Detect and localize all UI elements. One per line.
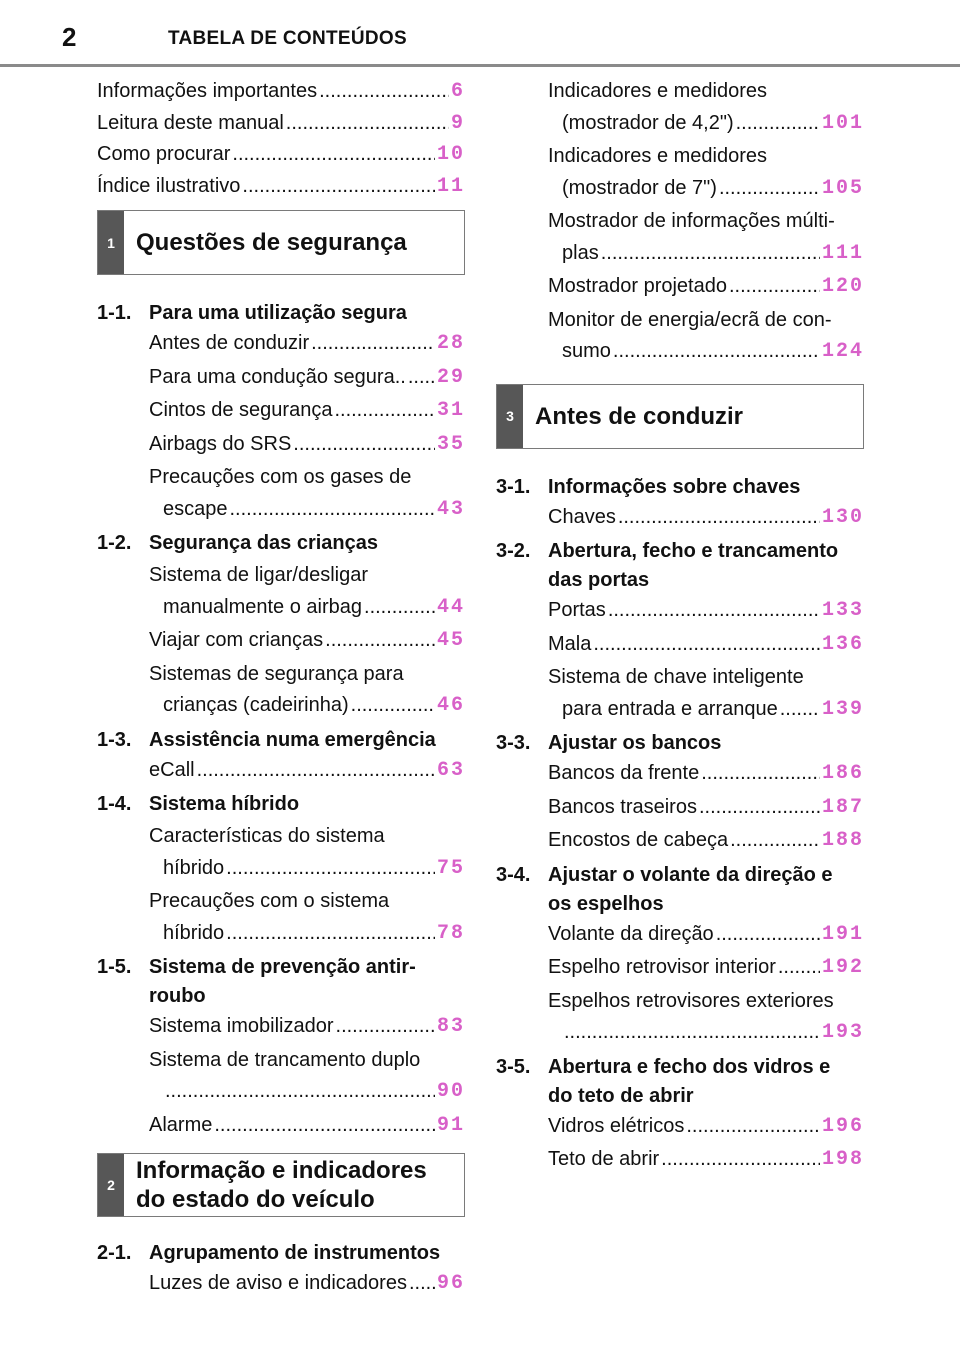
chapter-heading[interactable] (496, 537, 864, 595)
chapter-title (548, 1053, 864, 1111)
toc-entry-label-line[interactable]: Indicadores e medidores (548, 145, 768, 167)
toc-entry-page: 124 (821, 340, 864, 363)
toc-entry-page: 139 (821, 697, 864, 721)
toc-entry-page: 11 (436, 174, 465, 198)
toc-entry-page: 43 (436, 497, 465, 521)
chapter-title (149, 953, 465, 1011)
chapter-heading[interactable] (496, 473, 864, 502)
leader-dots (716, 919, 820, 951)
leader-dots (409, 1268, 435, 1300)
toc-entry-label: Luzes de aviso e indicadores (149, 1272, 407, 1294)
toc-entry[interactable] (496, 1017, 864, 1049)
chapter-title: Ajustar os bancos (548, 732, 722, 754)
leader-dots (351, 690, 435, 722)
toc-entry[interactable] (97, 1110, 465, 1142)
chapter-title-line: Abertura e fecho dos vidros e (548, 1055, 831, 1078)
toc-entry-label-line[interactable]: Monitor de energia/ecrã de con- (548, 308, 832, 331)
toc-entry[interactable] (496, 1144, 864, 1176)
toc-entry[interactable] (97, 1011, 465, 1043)
leader-dots (778, 952, 820, 984)
leader-dots (780, 694, 820, 726)
chapter-title: Agrupamento de instrumentos (149, 1242, 441, 1264)
toc-entry[interactable] (97, 395, 465, 427)
chapter-heading[interactable] (97, 726, 465, 755)
toc-entry[interactable] (97, 108, 465, 140)
toc-entry-page: 44 (436, 595, 465, 619)
section-number: 3 (497, 385, 523, 448)
toc-entry-label: Informações importantes (97, 80, 318, 102)
leader-dots (286, 108, 449, 140)
leader-dots (408, 362, 435, 394)
toc-entry-page: 96 (436, 1272, 465, 1295)
chapter-title-line: Sistema de prevenção antir- (149, 956, 416, 978)
toc-entry-label: Sistema imobilizador (149, 1015, 334, 1037)
chapter-heading[interactable] (496, 729, 864, 758)
toc-entry[interactable] (496, 595, 864, 627)
toc-entry-label: Portas (548, 599, 606, 621)
toc-entry-page: 10 (436, 143, 465, 166)
chapter-heading[interactable] (496, 861, 864, 919)
toc-entry-page: 111 (821, 241, 864, 265)
chapter-number: 1-5. (97, 956, 132, 978)
toc-entry-label-line[interactable]: Sistema de trancamento duplo (149, 1048, 421, 1071)
page-number: 2 (62, 22, 77, 52)
toc-entry[interactable] (97, 625, 465, 657)
section-number: 2 (98, 1154, 124, 1216)
toc-entry-page: 75 (436, 856, 465, 880)
leader-dots (226, 853, 435, 885)
toc-entry[interactable] (496, 792, 864, 824)
chapter-title-line: do teto de abrir (548, 1084, 694, 1107)
toc-entry-label-line[interactable]: Sistemas de segurança para (149, 662, 404, 685)
toc-entry[interactable] (496, 952, 864, 984)
leader-dots (325, 625, 435, 657)
leader-dots (686, 1111, 820, 1143)
section-title-line: do estado do veículo (136, 1186, 375, 1213)
toc-entry-label-line[interactable]: Precauções com o sistema (149, 890, 390, 912)
chapter-title: Sistema híbrido (149, 793, 300, 815)
chapter-heading[interactable] (97, 299, 465, 328)
toc-entry-label: (mostrador de 4,2") (562, 111, 734, 134)
section-title-line: Informação e indicadores (136, 1157, 427, 1184)
chapter-title: Assistência numa emergência (149, 728, 436, 751)
chapter-number: 3-3. (496, 732, 531, 754)
leader-dots (593, 629, 820, 661)
chapter-heading[interactable] (97, 1239, 465, 1268)
leader-dots (336, 1011, 435, 1043)
header-rule (0, 64, 960, 67)
toc-entry[interactable] (97, 690, 465, 722)
toc-entry[interactable] (97, 918, 465, 950)
toc-entry[interactable] (97, 139, 465, 171)
toc-entry[interactable] (97, 853, 465, 885)
toc-entry-label: híbrido (163, 856, 225, 879)
chapter-number: 2-1. (97, 1242, 132, 1264)
toc-entry[interactable] (97, 494, 465, 526)
leader-dots (736, 108, 820, 140)
toc-entry-page: 188 (821, 829, 864, 852)
leader-dots (729, 271, 820, 303)
chapter-number: 1-2. (97, 532, 132, 554)
toc-entry[interactable] (496, 336, 864, 368)
toc-entry-label: Encostos de cabeça (548, 829, 729, 851)
toc-entry-page: 136 (821, 632, 864, 656)
toc-entry-label-line[interactable]: Mostrador de informações múlti- (548, 210, 835, 232)
leader-dots (319, 76, 449, 108)
toc-entry-page: 133 (821, 599, 864, 622)
chapter-heading[interactable] (496, 1053, 864, 1111)
section-tab-2[interactable] (97, 1153, 465, 1217)
toc-entry-label: sumo (562, 340, 611, 362)
leader-dots (293, 429, 435, 461)
leader-dots (618, 502, 820, 534)
toc-entry-label: Bancos traseiros (548, 795, 697, 818)
toc-entry[interactable] (496, 919, 864, 951)
toc-entry-page: 45 (436, 629, 465, 652)
toc-entry-page: 83 (436, 1015, 465, 1038)
toc-entry-label: eCall (149, 758, 195, 781)
leader-dots (701, 758, 820, 790)
toc-entry[interactable] (97, 592, 465, 624)
chapter-heading[interactable] (97, 953, 465, 1011)
toc-entry[interactable] (496, 1111, 864, 1143)
chapter-number: 3-5. (496, 1055, 531, 1078)
toc-entry[interactable] (496, 238, 864, 270)
toc-entry-label: Antes de conduzir (149, 332, 310, 354)
toc-entry-label: Mala (548, 632, 592, 655)
toc-entry[interactable] (97, 328, 465, 360)
toc-entry[interactable] (97, 429, 465, 461)
toc-entry-label: Espelho retrovisor interior (548, 956, 776, 978)
leader-dots (601, 238, 820, 270)
chapter-title (548, 861, 864, 919)
toc-entry-label: (mostrador de 7") (562, 176, 717, 199)
chapter-title (548, 537, 864, 595)
leader-dots (214, 1110, 435, 1142)
toc-entry-label: Chaves (548, 505, 616, 528)
chapter-number: 1-1. (97, 302, 132, 324)
toc-entry-page: 186 (821, 762, 864, 785)
section-number: 1 (98, 211, 124, 274)
toc-entry-label: Bancos da frente (548, 762, 700, 784)
toc-entry-label-line[interactable]: Sistema de ligar/desligar (149, 564, 368, 586)
leader-dots (232, 139, 435, 171)
toc-entry-label: Para uma condução segura.. (149, 365, 406, 388)
toc-right-column (496, 76, 864, 1176)
toc-entry-page: 90 (436, 1080, 465, 1103)
toc-entry[interactable] (496, 629, 864, 661)
toc-entry[interactable] (496, 758, 864, 790)
toc-entry-page: 91 (436, 1113, 465, 1137)
chapter-title: Para uma utilização segura (149, 302, 407, 324)
toc-entry-label: Alarme (149, 1113, 213, 1136)
chapter-title-line: Abertura, fecho e trancamento (548, 540, 839, 562)
toc-entry-page: 78 (436, 921, 465, 945)
toc-entry[interactable] (496, 825, 864, 857)
toc-entry-label: para entrada e arranque (562, 697, 778, 720)
leader-dots (613, 336, 820, 368)
toc-entry[interactable] (97, 362, 465, 394)
toc-entry-page: 196 (821, 1114, 864, 1138)
chapter-title-line: roubo (149, 985, 206, 1007)
leader-dots (242, 171, 435, 203)
leader-dots (165, 1076, 435, 1108)
section-title: Antes de conduzir (535, 402, 744, 430)
toc-entry-page: 191 (821, 922, 864, 946)
toc-entry-page: 101 (821, 111, 864, 135)
toc-entry[interactable] (97, 1268, 465, 1300)
toc-entry-label: Leitura deste manual (97, 111, 284, 134)
toc-entry-page: 28 (436, 332, 465, 355)
toc-entry-page: 9 (450, 111, 465, 135)
toc-entry[interactable] (496, 271, 864, 303)
leader-dots (661, 1144, 820, 1176)
toc-entry-label: Volante da direção (548, 922, 714, 945)
leader-dots (230, 494, 435, 526)
leader-dots (311, 328, 435, 360)
toc-entry-label: Vidros elétricos (548, 1114, 685, 1137)
toc-entry-label: Teto de abrir (548, 1148, 660, 1170)
toc-entry[interactable] (496, 173, 864, 205)
toc-entry-label-line[interactable]: Espelhos retrovisores exteriores (548, 989, 834, 1012)
chapter-number: 3-2. (496, 540, 531, 562)
leader-dots (730, 825, 820, 857)
toc-entry-label: Viajar com crianças (149, 629, 324, 651)
toc-entry-label: crianças (cadeirinha) (163, 694, 349, 716)
toc-entry-page: 198 (821, 1148, 864, 1171)
toc-entry-page: 130 (821, 505, 864, 529)
leader-dots (699, 792, 820, 824)
toc-left-column (97, 76, 465, 1300)
toc-entry-label: plas (562, 241, 599, 264)
leader-dots (334, 395, 435, 427)
toc-entry[interactable] (496, 108, 864, 140)
toc-entry-label: Como procurar (97, 143, 231, 165)
chapter-title-line: das portas (548, 569, 650, 591)
section-title: Questões de segurança (136, 229, 407, 256)
chapter-number: 3-1. (496, 475, 531, 498)
chapter-title: Informações sobre chaves (548, 475, 801, 498)
toc-entry-label: Cintos de segurança (149, 399, 333, 421)
toc-entry-label-line[interactable]: Sistema de chave inteligente (548, 666, 804, 688)
leader-dots (226, 918, 435, 950)
toc-entry-label-line[interactable]: Precauções com os gases de (149, 466, 412, 488)
toc-entry-label: Airbags do SRS (149, 432, 292, 455)
page-header (0, 0, 960, 64)
toc-entry[interactable] (97, 76, 465, 108)
toc-entry-label-line[interactable]: Características do sistema (149, 825, 385, 847)
leader-dots (564, 1017, 820, 1049)
chapter-number: 3-4. (496, 863, 531, 886)
toc-entry-label: manualmente o airbag (163, 595, 363, 618)
chapter-number: 1-3. (97, 728, 132, 751)
chapter-heading[interactable] (97, 529, 465, 558)
toc-entry-page: 46 (436, 694, 465, 717)
toc-entry-page: 35 (436, 432, 465, 456)
toc-entry-page: 105 (821, 176, 864, 200)
toc-entry-page: 29 (436, 365, 465, 389)
leader-dots (719, 173, 820, 205)
toc-entry-page: 187 (821, 795, 864, 819)
section-tab-3[interactable] (496, 384, 864, 449)
toc-entry-page: 31 (436, 399, 465, 422)
toc-entry-label: Mostrador projetado (548, 275, 727, 297)
page-title: TABELA DE CONTEÚDOS (168, 28, 407, 49)
toc-entry-label: escape (163, 497, 228, 520)
chapter-title-line: Ajustar o volante da direção e (548, 863, 833, 886)
chapter-number: 1-4. (97, 793, 132, 815)
leader-dots (608, 595, 820, 627)
toc-entry-label: híbrido (163, 921, 225, 944)
toc-entry[interactable] (97, 1076, 465, 1108)
chapter-heading[interactable] (97, 790, 465, 819)
leader-dots (197, 755, 435, 787)
toc-entry-label-line[interactable]: Indicadores e medidores (548, 80, 768, 102)
section-title (124, 1154, 439, 1216)
toc-entry-page: 193 (821, 1021, 864, 1044)
chapter-title-line: os espelhos (548, 892, 664, 915)
toc-entry[interactable] (496, 694, 864, 726)
leader-dots (364, 592, 435, 624)
toc-entry-page: 63 (436, 758, 465, 782)
toc-entry-page: 6 (450, 80, 465, 103)
chapter-title: Segurança das crianças (149, 532, 379, 554)
section-tab-1[interactable] (97, 210, 465, 275)
toc-entry[interactable] (97, 755, 465, 787)
toc-entry[interactable] (97, 171, 465, 203)
toc-entry[interactable] (496, 502, 864, 534)
toc-entry-page: 192 (821, 956, 864, 979)
toc-entry-page: 120 (821, 275, 864, 298)
toc-entry-label: Índice ilustrativo (97, 174, 241, 197)
